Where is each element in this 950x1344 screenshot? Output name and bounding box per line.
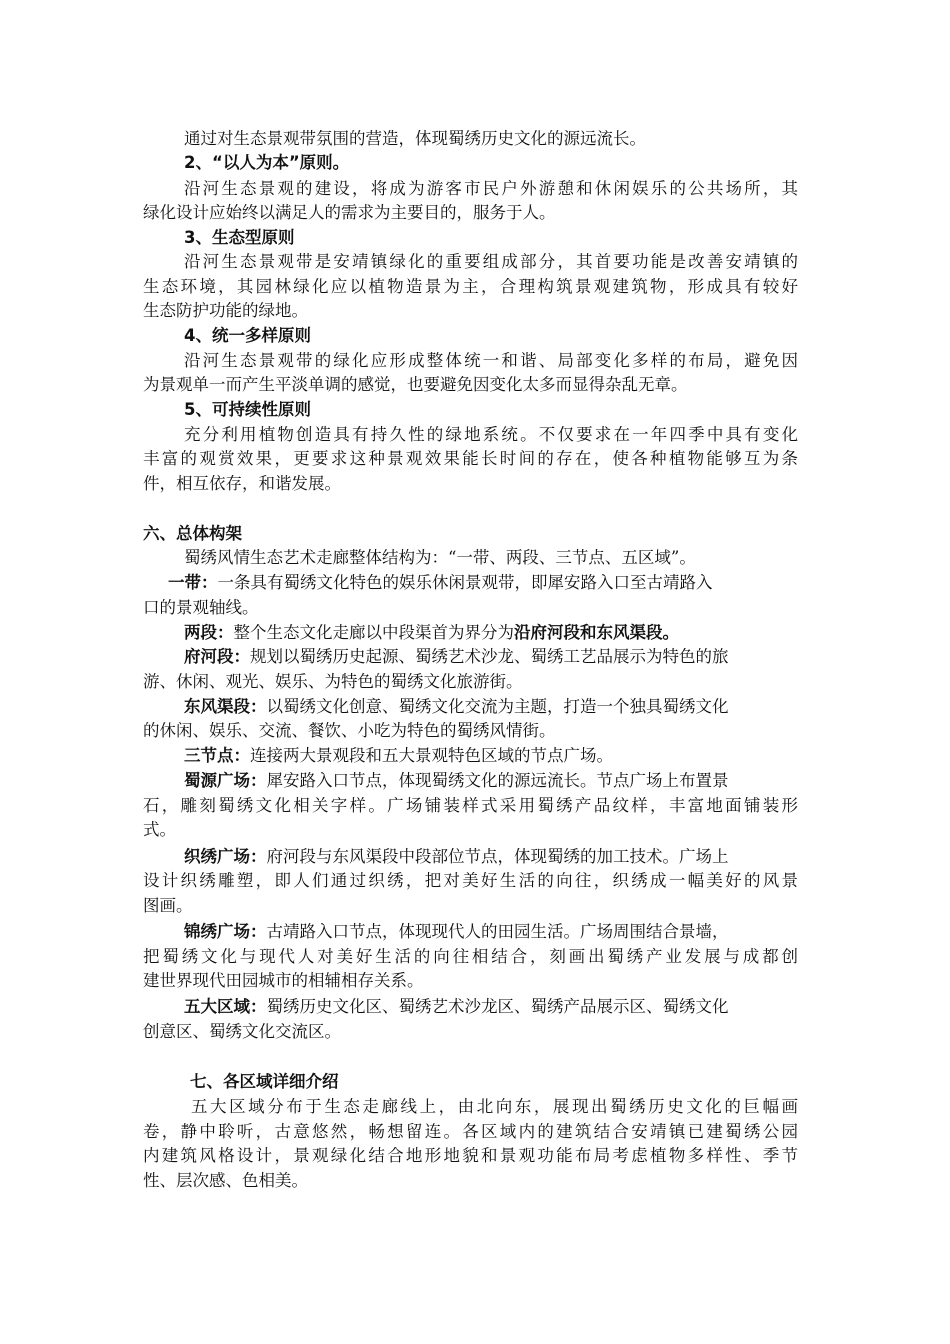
paragraph-line: 游、休闲、观光、娱乐、为特色的蜀绣文化旅游街。 xyxy=(143,672,523,691)
paragraph-line: 卷，静中聆听，古意悠然，畅想留连。各区域内的建筑结合安靖镇已建蜀绣公园 xyxy=(143,1122,798,1141)
jinxiu-line xyxy=(184,921,729,943)
paragraph-line: 式。 xyxy=(143,820,176,839)
liangduan-text: 整个生态文化走廊以中段渠首为界分为 xyxy=(233,623,514,642)
paragraph-line: 沿河生态景观的建设，将成为游客市民户外游憩和休闲娱乐的公共场所，其 xyxy=(184,179,798,198)
wuda-text: 蜀绣历史文化区、蜀绣艺术沙龙区、蜀绣产品展示区、蜀绣文化 xyxy=(266,997,729,1016)
paragraph-line: 性、层次感、色相美。 xyxy=(143,1171,308,1190)
paragraph-line: 石，雕刻蜀绣文化相关字样。广场铺装样式采用蜀绣产品纹样，丰富地面铺装形 xyxy=(143,796,798,815)
yidai-text: 一条具有蜀绣文化特色的娱乐休闲景观带，即犀安路入口至古靖路入 xyxy=(217,573,713,592)
paragraph-line: 的休闲、娱乐、交流、餐饮、小吃为特色的蜀绣风情街。 xyxy=(143,721,556,740)
structure-intro: 蜀绣风情生态艺术走廊整体结构为：“一带、两段、三节点、五区域”。 xyxy=(184,548,696,567)
paragraph-line: 设计织绣雕塑，即人们通过织绣，把对美好生活的向往，织绣成一幅美好的风景 xyxy=(143,871,798,890)
wuda-label: 五大区域： xyxy=(184,997,267,1016)
paragraph-line: 沿河生态景观带的绿化应形成整体统一和谐、局部变化多样的布局，避免因 xyxy=(184,351,798,370)
yidai-line xyxy=(168,572,713,594)
section-7-heading: 七、各区域详细介绍 xyxy=(190,1072,339,1091)
paragraph-line: 建世界现代田园城市的相辅相存关系。 xyxy=(143,971,424,990)
principle-5-title: 5、可持续性原则 xyxy=(184,400,311,419)
zhixiu-text: 府河段与东风渠段中段部位节点，体现蜀绣的加工技术。广场上 xyxy=(266,847,729,866)
zhixiu-line xyxy=(184,846,729,868)
yidai-label: 一带： xyxy=(168,573,218,592)
sanjiedian-line xyxy=(184,745,613,767)
principle-4-title: 4、统一多样原则 xyxy=(184,326,311,345)
sanjiedian-text: 连接两大景观段和五大景观特色区域的节点广场。 xyxy=(250,746,613,765)
zhixiu-label: 织绣广场： xyxy=(184,847,267,866)
paragraph-line: 件，相互依存，和谐发展。 xyxy=(143,474,341,493)
paragraph-line: 为景观单一而产生平淡单调的感觉，也要避免因变化太多而显得杂乱无章。 xyxy=(143,375,688,394)
dongfeng-label: 东风渠段： xyxy=(184,697,267,716)
paragraph-line: 内建筑风格设计，景观绿化结合地形地貌和景观功能布局考虑植物多样性、季节 xyxy=(143,1146,798,1165)
principle-2-title: 2、“以人为本”原则。 xyxy=(184,153,350,172)
jinxiu-label: 锦绣广场： xyxy=(184,922,267,941)
paragraph-line: 充分利用植物创造具有持久性的绿地系统。不仅要求在一年四季中具有变化 xyxy=(184,425,798,444)
liangduan-bold-tail: 沿府河段和东风渠段。 xyxy=(514,623,679,642)
paragraph-line: 丰富的观赏效果，更要求这种景观效果能长时间的存在，使各种植物能够互为条 xyxy=(143,449,798,468)
lead-line: 通过对生态景观带氛围的营造，体现蜀绣历史文化的源远流长。 xyxy=(184,129,646,148)
paragraph-line: 口的景观轴线。 xyxy=(143,598,259,617)
shuyuan-line xyxy=(184,770,729,792)
paragraph-line: 把蜀绣文化与现代人对美好生活的向往相结合，刻画出蜀绣产业发展与成都创 xyxy=(143,947,798,966)
shuyuan-text: 犀安路入口节点，体现蜀绣文化的源远流长。节点广场上布置景 xyxy=(266,771,729,790)
paragraph-line: 绿化设计应始终以满足人的需求为主要目的，服务于人。 xyxy=(143,203,556,222)
fuhe-line xyxy=(184,646,729,668)
fuhe-label: 府河段： xyxy=(184,647,250,666)
paragraph-line: 沿河生态景观带是安靖镇绿化的重要组成部分，其首要功能是改善安靖镇的 xyxy=(184,252,798,271)
paragraph-line: 图画。 xyxy=(143,896,193,915)
shuyuan-label: 蜀源广场： xyxy=(184,771,267,790)
paragraph-line: 生态环境，其园林绿化应以植物造景为主，合理构筑景观建筑物，形成具有较好 xyxy=(143,277,798,296)
dongfeng-line xyxy=(184,696,729,718)
paragraph-line: 创意区、蜀绣文化交流区。 xyxy=(143,1022,341,1041)
fuhe-text: 规划以蜀绣历史起源、蜀绣艺术沙龙、蜀绣工艺品展示为特色的旅 xyxy=(250,647,729,666)
paragraph-line: 五大区域分布于生态走廊线上，由北向东，展现出蜀绣历史文化的巨幅画 xyxy=(191,1097,798,1116)
dongfeng-text: 以蜀绣文化创意、蜀绣文化交流为主题，打造一个独具蜀绣文化 xyxy=(266,697,729,716)
jinxiu-text: 古靖路入口节点，体现现代人的田园生活。广场周围结合景墙， xyxy=(266,922,729,941)
liangduan-line xyxy=(184,622,679,644)
section-6-heading: 六、总体构架 xyxy=(143,524,242,543)
paragraph-line: 生态防护功能的绿地。 xyxy=(143,301,308,320)
liangduan-label: 两段： xyxy=(184,623,234,642)
wuda-line xyxy=(184,996,729,1018)
sanjiedian-label: 三节点： xyxy=(184,746,250,765)
principle-3-title: 3、生态型原则 xyxy=(184,228,295,247)
